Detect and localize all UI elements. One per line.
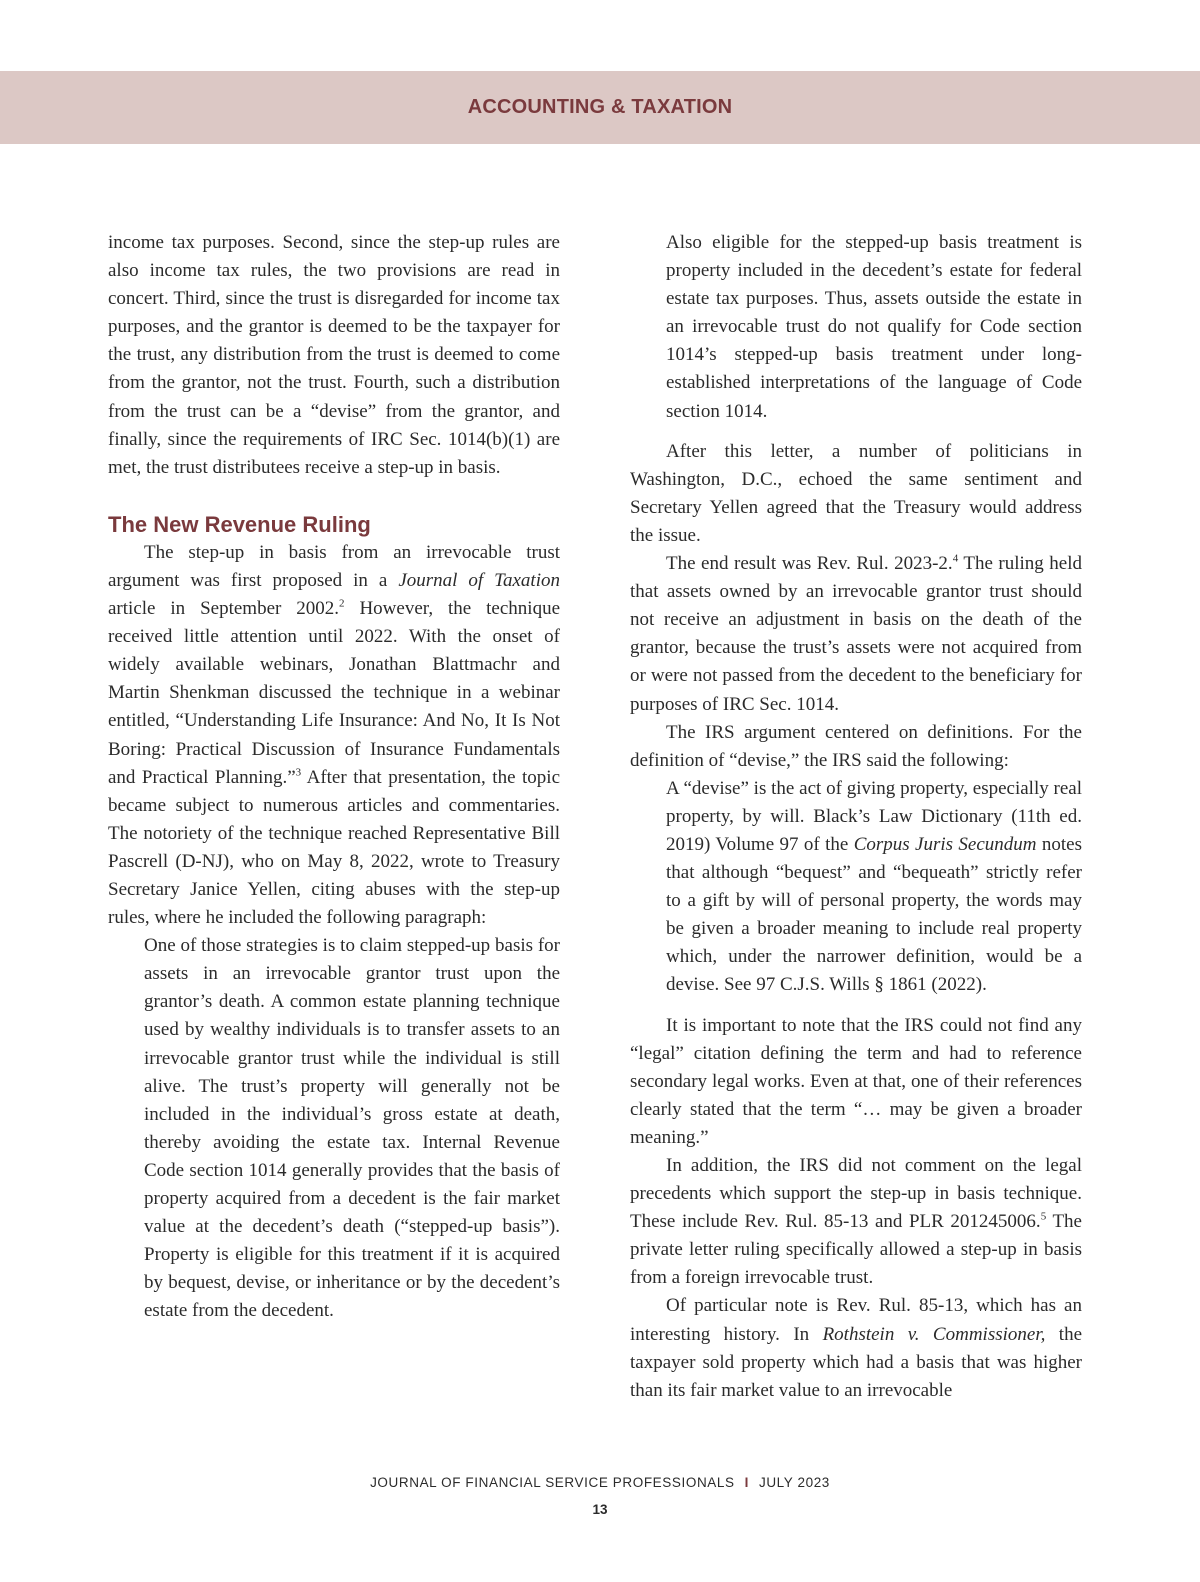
section-header-band: [0, 71, 1200, 144]
paragraph: The IRS argument centered on definitions. For the definition of “devise,” the IRS said the following:: [630, 721, 1082, 771]
paragraph: After this letter, a number of politicians in Washington, D.C., echoed the same sentiment and Secretary Yellen agreed that the Treasury would address the issue.: [630, 440, 1082, 546]
text-run: The private letter ruling specifically allowed a step-up in basis from a foreign irrevocable trust.: [630, 1211, 1082, 1289]
text-run: A “devise” is the act of giving property, especially real property, by will. Black’s Law Dictionary (11th ed. 2019) Volume 97 of the: [666, 777, 1082, 855]
case-name-italic: Rothstein v. Commissioner,: [822, 1323, 1046, 1345]
text-run: After that presentation, the topic became subject to numerous articles and commentaries. The notoriety of the technique reached Representative Bill Pascrell (D-NJ), who on May 8, 2022, wrote to Treasury Secretary Janice Yellen, citing abuses with the step-up rules, where he included the following paragraph:: [108, 766, 561, 929]
text-run: The step-up in basis from an irrevocable trust argument was first proposed in a: [108, 541, 560, 591]
journal-name: JOURNAL OF FINANCIAL SERVICE PROFESSIONALS: [370, 1475, 735, 1490]
text-run: The end result was Rev. Rul. 2023-2.: [666, 553, 953, 575]
footnote-marker: 3: [295, 766, 302, 779]
left-column: [108, 229, 560, 1325]
block-quote: One of those strategies is to claim stepped-up basis for assets in an irrevocable grantor trust upon the grantor’s death. A common estate planning technique used by wealthy individuals is to transfer assets to an irrevocable grantor trust while the individual is still alive. The trust’s property will generally not be included in the individual’s gross estate at death, thereby avoiding the estate tax. Internal Revenue Code section 1014 generally provides that the basis of property acquired from a decedent is the fair market value at the decedent’s death (“stepped-up basis”). Property is eligible for this treatment if it is acquired by bequest, devise, or inheritance or by the decedent’s estate from the decedent.: [144, 935, 560, 1322]
section-heading: The New Revenue Ruling: [108, 511, 371, 537]
text-run: Of particular note is Rev. Rul. 85-13, which has an interesting history. In: [630, 1295, 1082, 1345]
text-run: In addition, the IRS did not comment on the legal precedents which support the step-up in basis technique. These include Rev. Rul. 85-13 and PLR 201245006.: [630, 1155, 1082, 1233]
right-column: [630, 229, 1082, 1405]
paragraph: [108, 539, 560, 932]
text-run: The ruling held that assets owned by an irrevocable grantor trust should not receive an adjustment in basis on the death of the grantor, because the trust’s assets were not acquired from or were not passed from the decedent to the beneficiary for purposes of IRC Sec. 1014.: [630, 553, 1083, 715]
section-title: ACCOUNTING & TAXATION: [467, 96, 733, 118]
footnote-marker: 4: [952, 552, 959, 565]
footer-separator: I: [744, 1475, 749, 1490]
block-quote-continued: Also eligible for the stepped-up basis treatment is property included in the decedent’s estate for federal estate tax purposes. Thus, assets outside the estate in an irrevocable trust do not qualify for Code section 1014’s stepped-up basis treatment under long-established interpretations of the language of Code section 1014.: [666, 232, 1082, 422]
paragraph: [630, 1152, 1082, 1292]
text-run: notes that although “bequest” and “bequeath” strictly refer to a gift by will of personal property, the words may be given a broader meaning to include real property which, under the narrower definition, would be a devise. See 97 C.J.S. Wills § 1861 (2022).: [666, 833, 1082, 996]
text-run: However, the technique received little attention until 2022. With the onset of widely available webinars, Jonathan Blattmachr and Martin Shenkman discussed the technique in a webinar entitled, “Understanding Life Insurance: And No, It Is Not Boring: Practical Discussion of Insurance Fundamentals and Practical Planning.”: [108, 598, 560, 788]
issue-date: JULY 2023: [758, 1475, 830, 1490]
text-run: the taxpayer sold property which had a basis that was higher than its fair market value to an irrevocable: [630, 1323, 1082, 1401]
footer-line: [0, 1475, 1200, 1490]
italic-title: Corpus Juris Secundum: [853, 833, 1037, 855]
journal-title-italic: Journal of Taxation: [398, 569, 560, 591]
page-number: 13: [592, 1502, 608, 1517]
paragraph: [630, 1292, 1082, 1404]
paragraph: It is important to note that the IRS could not find any “legal” citation defining the term and had to reference secondary legal works. Even at that, one of their references clearly stated that the term “… may be given a broader meaning.”: [630, 1014, 1082, 1148]
text-run: article in September 2002.: [108, 598, 340, 620]
paragraph: [630, 550, 1082, 719]
footnote-marker: 2: [339, 597, 345, 610]
paragraph: income tax purposes. Second, since the step-up rules are also income tax rules, the two provisions are read in concert. Third, since the trust is disregarded for income tax purposes, and the grantor is deemed to be the taxpayer for the trust, any distribution from the trust is deemed to come from the grantor, not the trust. Fourth, such a distribution from the trust can be a “devise” from the grantor, and finally, since the requirements of IRC Sec. 1014(b)(1) are met, the trust distributees receive a step-up in basis.: [108, 232, 560, 478]
block-quote: [630, 775, 1082, 1000]
footnote-marker: 5: [1040, 1210, 1047, 1223]
